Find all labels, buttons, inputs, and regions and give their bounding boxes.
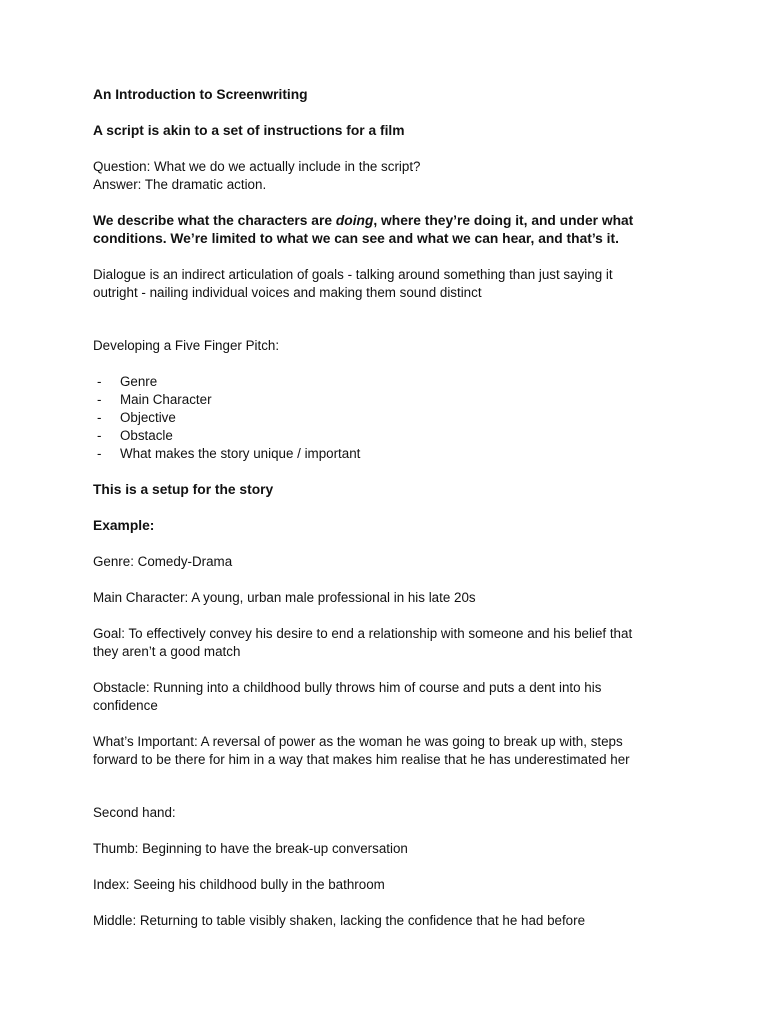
example-goal: Goal: To effectively convey his desire to end a relationship with someone and his belief that they aren’t a good match (93, 626, 633, 659)
example-heading: Example: (93, 518, 155, 533)
statement-emphasis: doing (335, 213, 374, 228)
dialogue-line1: Dialogue is an indirect articulation of goals - talking around something than just saying it (93, 267, 613, 282)
bullet-dash: - (97, 446, 102, 461)
statement-line2: conditions. We’re limited to what we can see and what we can hear, and that’s it. (93, 231, 619, 246)
list-item: - Main Character (97, 392, 212, 407)
pitch-list (93, 373, 693, 463)
statement-paragraph (93, 212, 693, 248)
example-important: What’s Important: A reversal of power as the woman he was going to break up with, steps forward to be there for him in a way that makes him realise that he has underestimated her (93, 734, 630, 767)
bullet-dash: - (97, 374, 102, 389)
second-hand-index: Index: Seeing his childhood bully in the bathroom (93, 877, 385, 892)
bullet-dash: - (97, 392, 102, 407)
example-obstacle: Obstacle: Running into a childhood bully throws him of course and puts a dent into his confidence (93, 680, 602, 713)
example-genre: Genre: Comedy-Drama (93, 554, 233, 569)
qa-block (93, 158, 693, 194)
statement-part2: , where they’re doing it, and under what (373, 213, 634, 228)
pitch-heading: Developing a Five Finger Pitch: (93, 338, 280, 353)
dialogue-line2: outright - nailing individual voices and making them sound distinct (93, 285, 482, 300)
bullet-dash: - (97, 410, 102, 425)
second-hand-middle: Middle: Returning to table visibly shaken, lacking the confidence that he had before (93, 913, 586, 928)
bullet-dash: - (97, 428, 102, 443)
list-item: - Obstacle (97, 428, 173, 443)
statement-part1: We describe what the characters are (93, 213, 336, 228)
second-hand-thumb: Thumb: Beginning to have the break-up conversation (93, 841, 408, 856)
dialogue-paragraph (93, 266, 693, 302)
list-item: - What makes the story unique / important (97, 446, 361, 461)
second-hand-heading: Second hand: (93, 805, 176, 820)
document-title: An Introduction to Screenwriting (93, 87, 308, 102)
document-subtitle: A script is akin to a set of instructions for a film (93, 123, 405, 138)
setup-heading: This is a setup for the story (93, 482, 274, 497)
question-text: Question: What we do we actually include in the script? (93, 159, 421, 174)
list-item: - Objective (97, 410, 176, 425)
list-item: - Genre (97, 374, 158, 389)
answer-text: Answer: The dramatic action. (93, 177, 267, 192)
example-main-character: Main Character: A young, urban male professional in his late 20s (93, 590, 476, 605)
document-page (93, 86, 693, 930)
